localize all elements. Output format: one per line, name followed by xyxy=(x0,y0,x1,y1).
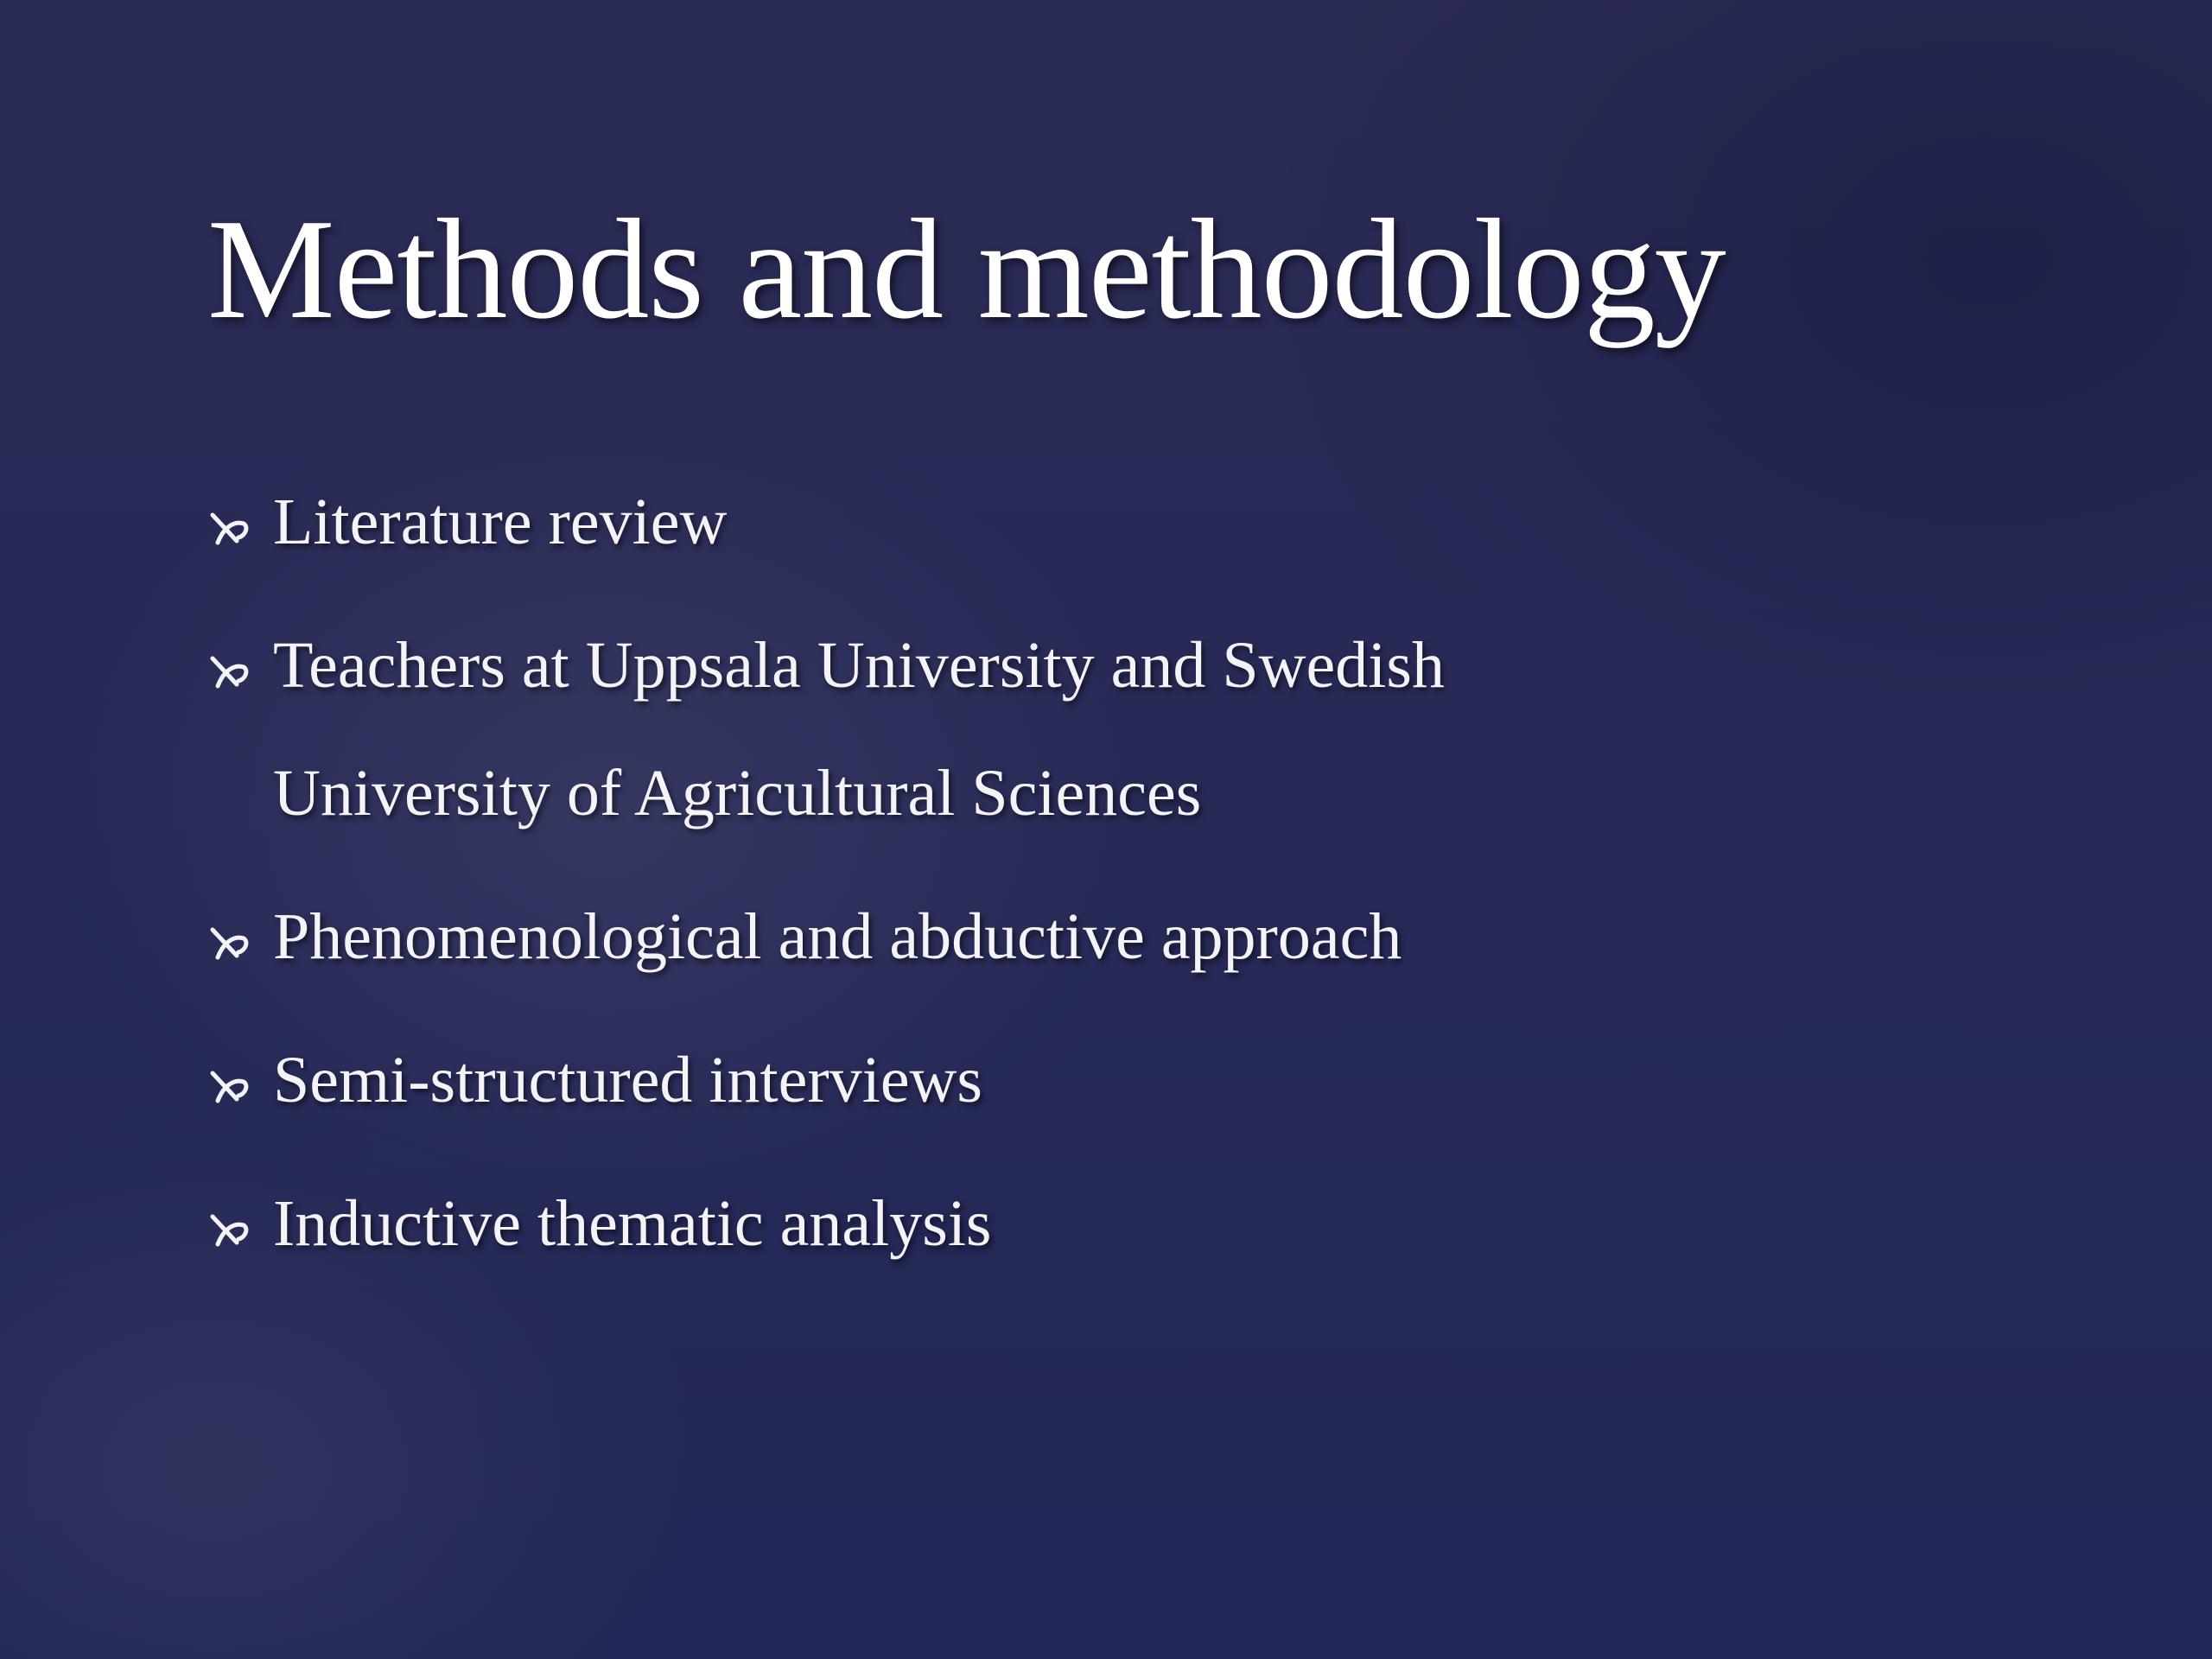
bullet-text: Semi-structured interviews xyxy=(273,1044,983,1116)
bullet-text: Phenomenological and abductive approach xyxy=(273,900,1402,973)
bullet-item xyxy=(207,1160,1676,1287)
hooked-cross-bullet-icon xyxy=(207,921,251,964)
hooked-cross-bullet-icon xyxy=(207,1208,251,1251)
bullet-item xyxy=(207,1016,1676,1144)
hooked-cross-bullet-icon xyxy=(207,1065,251,1108)
bullet-text: Teachers at Uppsala University and Swedish University of Agricultural Sciences xyxy=(273,629,1445,830)
bullet-text: Literature review xyxy=(273,486,728,558)
hooked-cross-bullet-icon xyxy=(207,506,251,550)
bullet-list xyxy=(207,458,1676,1303)
slide-title: Methods and methodology xyxy=(207,189,1726,348)
bullet-text: Inductive thematic analysis xyxy=(273,1187,992,1260)
hooked-cross-bullet-icon xyxy=(207,650,251,693)
bullet-item xyxy=(207,873,1676,1001)
bullet-item xyxy=(207,601,1676,857)
bullet-item xyxy=(207,458,1676,586)
